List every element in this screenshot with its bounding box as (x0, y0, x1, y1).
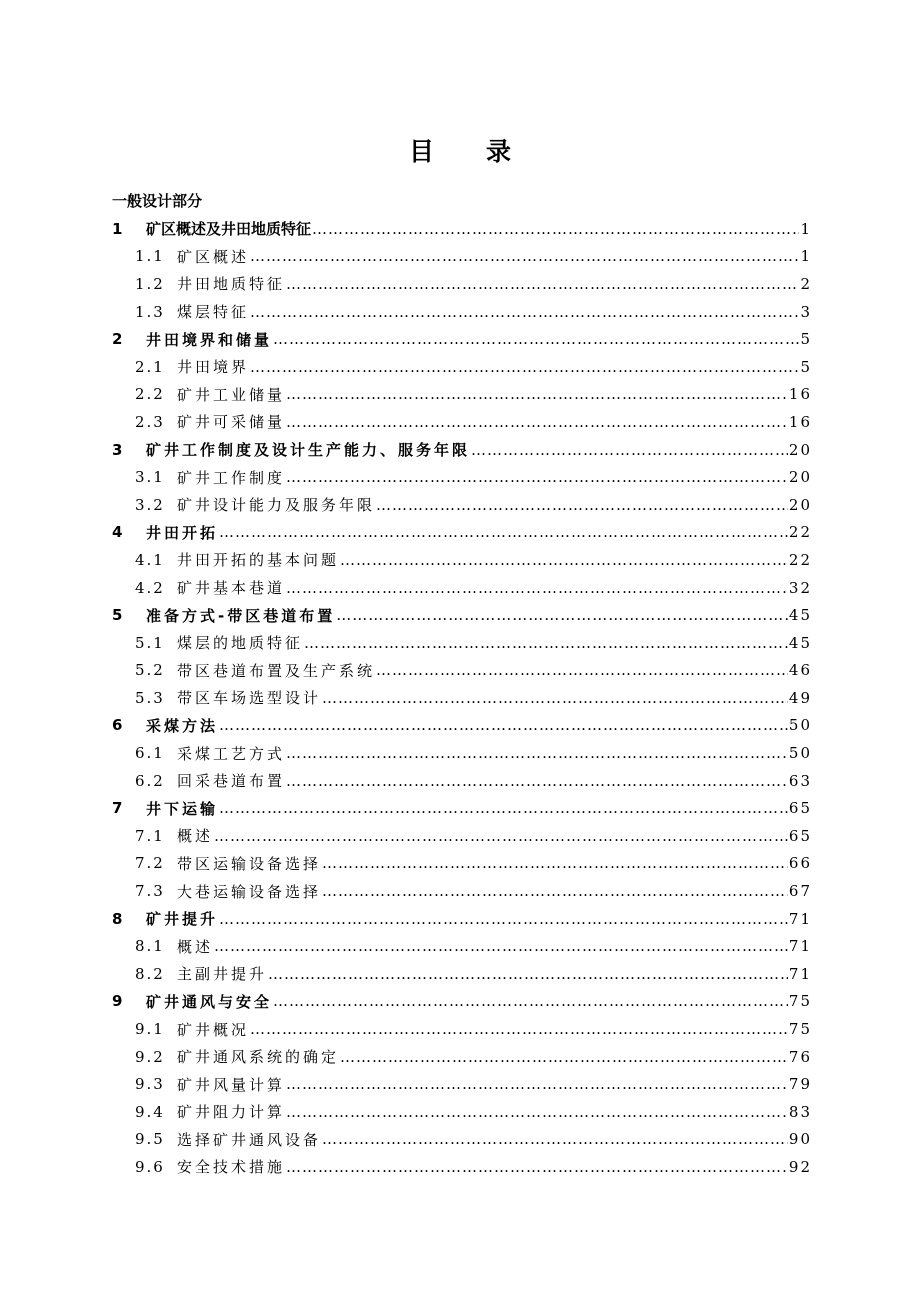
toc-section-entry[interactable] (112, 408, 812, 436)
toc-entry-title: 主副井提升 (177, 965, 268, 984)
toc-entry-page: 46 (788, 661, 812, 680)
toc-entry-number: 6.1 (135, 744, 165, 763)
toc-section-entry[interactable] (112, 850, 812, 878)
toc-entry-page: 71 (788, 909, 812, 928)
toc-dot-leader (286, 772, 788, 790)
toc-entry-number: 7.3 (135, 882, 165, 901)
toc-dot-leader (219, 910, 788, 928)
toc-dot-leader (286, 579, 788, 597)
toc-entry-page: 71 (788, 964, 812, 983)
toc-section-entry[interactable] (112, 463, 812, 491)
toc-dot-leader (286, 468, 788, 486)
toc-entry-number: 7.1 (135, 826, 165, 845)
toc-entry-title: 井下运输 (146, 799, 219, 818)
toc-entry-title: 煤层的地质特征 (177, 634, 304, 653)
toc-section-entry[interactable] (112, 1126, 812, 1154)
toc-dot-leader (322, 854, 788, 872)
toc-chapter-entry[interactable] (112, 519, 812, 547)
toc-entry-title: 矿区概述及井田地质特征 (146, 220, 312, 239)
toc-entry-page: 67 (788, 882, 812, 901)
toc-entry-number: 3 (112, 440, 123, 459)
toc-entry-number: 3.2 (135, 495, 165, 514)
toc-entry-title: 井田地质特征 (177, 275, 286, 294)
toc-chapter-entry[interactable] (112, 988, 812, 1016)
toc-dot-leader (250, 1020, 788, 1038)
toc-entry-page: 32 (788, 578, 812, 597)
toc-entry-page: 5 (800, 330, 812, 349)
toc-entry-page: 75 (788, 1020, 812, 1039)
toc-entry-title: 矿井风量计算 (177, 1075, 286, 1094)
toc-dot-leader (286, 385, 788, 403)
toc-dot-leader (268, 965, 788, 983)
toc-entry-page: 1 (800, 219, 812, 238)
toc-section-entry[interactable] (112, 298, 812, 326)
toc-entry-page: 63 (788, 771, 812, 790)
toc-entry-title: 准备方式-带区巷道布置 (146, 606, 336, 625)
toc-entry-number: 9.5 (135, 1130, 165, 1149)
toc-entry-page: 45 (788, 606, 812, 625)
toc-dot-leader (376, 661, 788, 679)
toc-dot-leader (286, 413, 788, 431)
toc-entry-title: 概述 (177, 937, 214, 956)
toc-chapter-entry[interactable] (112, 905, 812, 933)
toc-entry-title: 井田境界 (177, 358, 250, 377)
toc-dot-leader (286, 1158, 788, 1176)
toc-dot-leader (312, 220, 799, 238)
toc-entry-number: 9.3 (135, 1075, 165, 1094)
toc-entry-number: 1 (112, 219, 123, 238)
toc-entry-title: 采煤工艺方式 (177, 744, 286, 763)
toc-dot-leader (286, 1075, 788, 1093)
toc-entry-title: 选择矿井通风设备 (177, 1130, 322, 1149)
toc-dot-leader (219, 799, 788, 817)
toc-entry-number: 5 (112, 606, 123, 625)
toc-section-entry[interactable] (112, 932, 812, 960)
toc-entry-title: 大巷运输设备选择 (177, 882, 322, 901)
toc-dot-leader (304, 634, 788, 652)
table-of-contents (112, 215, 812, 1181)
toc-entry-title: 煤层特征 (177, 303, 250, 322)
toc-entry-title: 井田境界和储量 (146, 330, 273, 349)
toc-section-entry[interactable] (112, 739, 812, 767)
toc-dot-leader (214, 937, 788, 955)
toc-section-entry[interactable] (112, 574, 812, 602)
toc-chapter-entry[interactable] (112, 325, 812, 353)
toc-entry-title: 矿井提升 (146, 910, 219, 929)
toc-entry-number: 2.2 (135, 385, 165, 404)
toc-entry-page: 1 (800, 247, 812, 266)
toc-chapter-entry[interactable] (112, 794, 812, 822)
toc-entry-page: 2 (800, 274, 812, 293)
toc-entry-number: 9 (112, 992, 123, 1011)
toc-section-entry[interactable] (112, 877, 812, 905)
toc-entry-page: 49 (788, 688, 812, 707)
toc-entry-number: 2 (112, 330, 123, 349)
toc-chapter-entry[interactable] (112, 436, 812, 464)
toc-entry-number: 2.1 (135, 357, 165, 376)
toc-section-entry[interactable] (112, 960, 812, 988)
toc-entry-number: 8.2 (135, 964, 165, 983)
toc-entry-title: 概述 (177, 827, 214, 846)
toc-entry-page: 45 (788, 633, 812, 652)
toc-dot-leader (219, 716, 788, 734)
toc-entry-title: 矿区概述 (177, 247, 250, 266)
toc-dot-leader (273, 992, 788, 1010)
toc-entry-title: 矿井可采储量 (177, 413, 286, 432)
toc-dot-leader (322, 1130, 788, 1148)
toc-dot-leader (286, 275, 799, 293)
toc-entry-page: 20 (788, 440, 812, 459)
toc-entry-number: 9.2 (135, 1047, 165, 1066)
toc-entry-page: 22 (788, 550, 812, 569)
toc-entry-title: 回采巷道布置 (177, 772, 286, 791)
toc-section-entry[interactable] (112, 767, 812, 795)
toc-entry-title: 矿井工作制度 (177, 468, 286, 487)
toc-entry-number: 5.2 (135, 661, 165, 680)
toc-section-entry[interactable] (112, 657, 812, 685)
toc-dot-leader (273, 330, 799, 348)
toc-section-entry[interactable] (112, 1153, 812, 1181)
toc-entry-number: 5.1 (135, 633, 165, 652)
toc-entry-title: 井田开拓 (146, 523, 219, 542)
toc-section-entry[interactable] (112, 546, 812, 574)
toc-entry-number: 8 (112, 909, 123, 928)
toc-dot-leader (250, 358, 799, 376)
toc-dot-leader (336, 606, 788, 624)
toc-entry-page: 16 (788, 385, 812, 404)
toc-entry-title: 安全技术措施 (177, 1158, 286, 1177)
toc-entry-page: 79 (788, 1075, 812, 1094)
toc-entry-title: 井田开拓的基本问题 (177, 551, 340, 570)
toc-entry-number: 8.1 (135, 937, 165, 956)
toc-entry-title: 带区运输设备选择 (177, 854, 322, 873)
part-label: 一般设计部分 (112, 192, 203, 210)
toc-entry-number: 7 (112, 799, 123, 818)
toc-entry-title: 带区巷道布置及生产系统 (177, 661, 376, 680)
toc-section-entry[interactable] (112, 270, 812, 298)
toc-section-entry[interactable] (112, 1015, 812, 1043)
toc-dot-leader (340, 551, 788, 569)
toc-entry-page: 5 (800, 357, 812, 376)
toc-dot-leader (471, 441, 788, 459)
toc-entry-number: 1.3 (135, 302, 165, 321)
toc-entry-title: 矿井阻力计算 (177, 1103, 286, 1122)
toc-entry-page: 20 (788, 495, 812, 514)
toc-dot-leader (376, 496, 788, 514)
toc-dot-leader (250, 303, 799, 321)
toc-section-entry[interactable] (112, 353, 812, 381)
toc-section-entry[interactable] (112, 1070, 812, 1098)
toc-entry-page: 22 (788, 523, 812, 542)
toc-entry-page: 50 (788, 744, 812, 763)
toc-dot-leader (322, 689, 788, 707)
toc-entry-title: 矿井概况 (177, 1020, 250, 1039)
toc-section-entry[interactable] (112, 1098, 812, 1126)
toc-entry-title: 矿井设计能力及服务年限 (177, 496, 376, 515)
toc-section-entry[interactable] (112, 381, 812, 409)
toc-dot-leader (340, 1048, 788, 1066)
toc-entry-number: 1.1 (135, 247, 165, 266)
toc-entry-page: 71 (788, 937, 812, 956)
toc-dot-leader (286, 1103, 788, 1121)
toc-section-entry[interactable] (112, 491, 812, 519)
toc-section-entry[interactable] (112, 684, 812, 712)
toc-entry-page: 16 (788, 412, 812, 431)
toc-entry-number: 4 (112, 523, 123, 542)
toc-section-entry[interactable] (112, 1043, 812, 1071)
toc-entry-page: 20 (788, 468, 812, 487)
toc-entry-number: 4.1 (135, 550, 165, 569)
toc-entry-title: 矿井通风系统的确定 (177, 1048, 340, 1067)
toc-entry-number: 5.3 (135, 688, 165, 707)
toc-chapter-entry[interactable] (112, 601, 812, 629)
toc-entry-number: 6 (112, 716, 123, 735)
toc-entry-number: 1.2 (135, 274, 165, 293)
toc-dot-leader (286, 744, 788, 762)
toc-section-entry[interactable] (112, 629, 812, 657)
toc-entry-title: 矿井基本巷道 (177, 579, 286, 598)
title-char-2: 录 (486, 137, 512, 166)
toc-entry-title: 带区车场选型设计 (177, 689, 322, 708)
toc-entry-page: 83 (788, 1102, 812, 1121)
toc-section-entry[interactable] (112, 822, 812, 850)
toc-section-entry[interactable] (112, 243, 812, 271)
toc-entry-page: 65 (788, 799, 812, 818)
toc-dot-leader (219, 523, 788, 541)
title-char-1: 目 (408, 137, 434, 166)
toc-entry-page: 50 (788, 716, 812, 735)
toc-entry-page: 76 (788, 1047, 812, 1066)
toc-entry-title: 矿井通风与安全 (146, 992, 273, 1011)
toc-entry-page: 92 (788, 1157, 812, 1176)
toc-entry-number: 9.1 (135, 1020, 165, 1039)
toc-entry-number: 6.2 (135, 771, 165, 790)
toc-entry-number: 3.1 (135, 468, 165, 487)
page-title (0, 132, 920, 168)
toc-entry-page: 65 (788, 826, 812, 845)
toc-entry-page: 3 (800, 302, 812, 321)
toc-entry-page: 75 (788, 992, 812, 1011)
toc-dot-leader (322, 882, 788, 900)
toc-entry-number: 4.2 (135, 578, 165, 597)
toc-dot-leader (214, 827, 788, 845)
toc-entry-number: 9.4 (135, 1102, 165, 1121)
toc-entry-page: 66 (788, 854, 812, 873)
toc-entry-title: 采煤方法 (146, 716, 219, 735)
toc-dot-leader (250, 247, 799, 265)
toc-entry-number: 9.6 (135, 1157, 165, 1176)
toc-entry-title: 矿井工作制度及设计生产能力、服务年限 (146, 441, 471, 460)
toc-entry-number: 2.3 (135, 412, 165, 431)
toc-entry-title: 矿井工业储量 (177, 385, 286, 404)
toc-entry-page: 90 (788, 1130, 812, 1149)
toc-chapter-entry[interactable] (112, 215, 812, 243)
toc-chapter-entry[interactable] (112, 712, 812, 740)
toc-entry-number: 7.2 (135, 854, 165, 873)
